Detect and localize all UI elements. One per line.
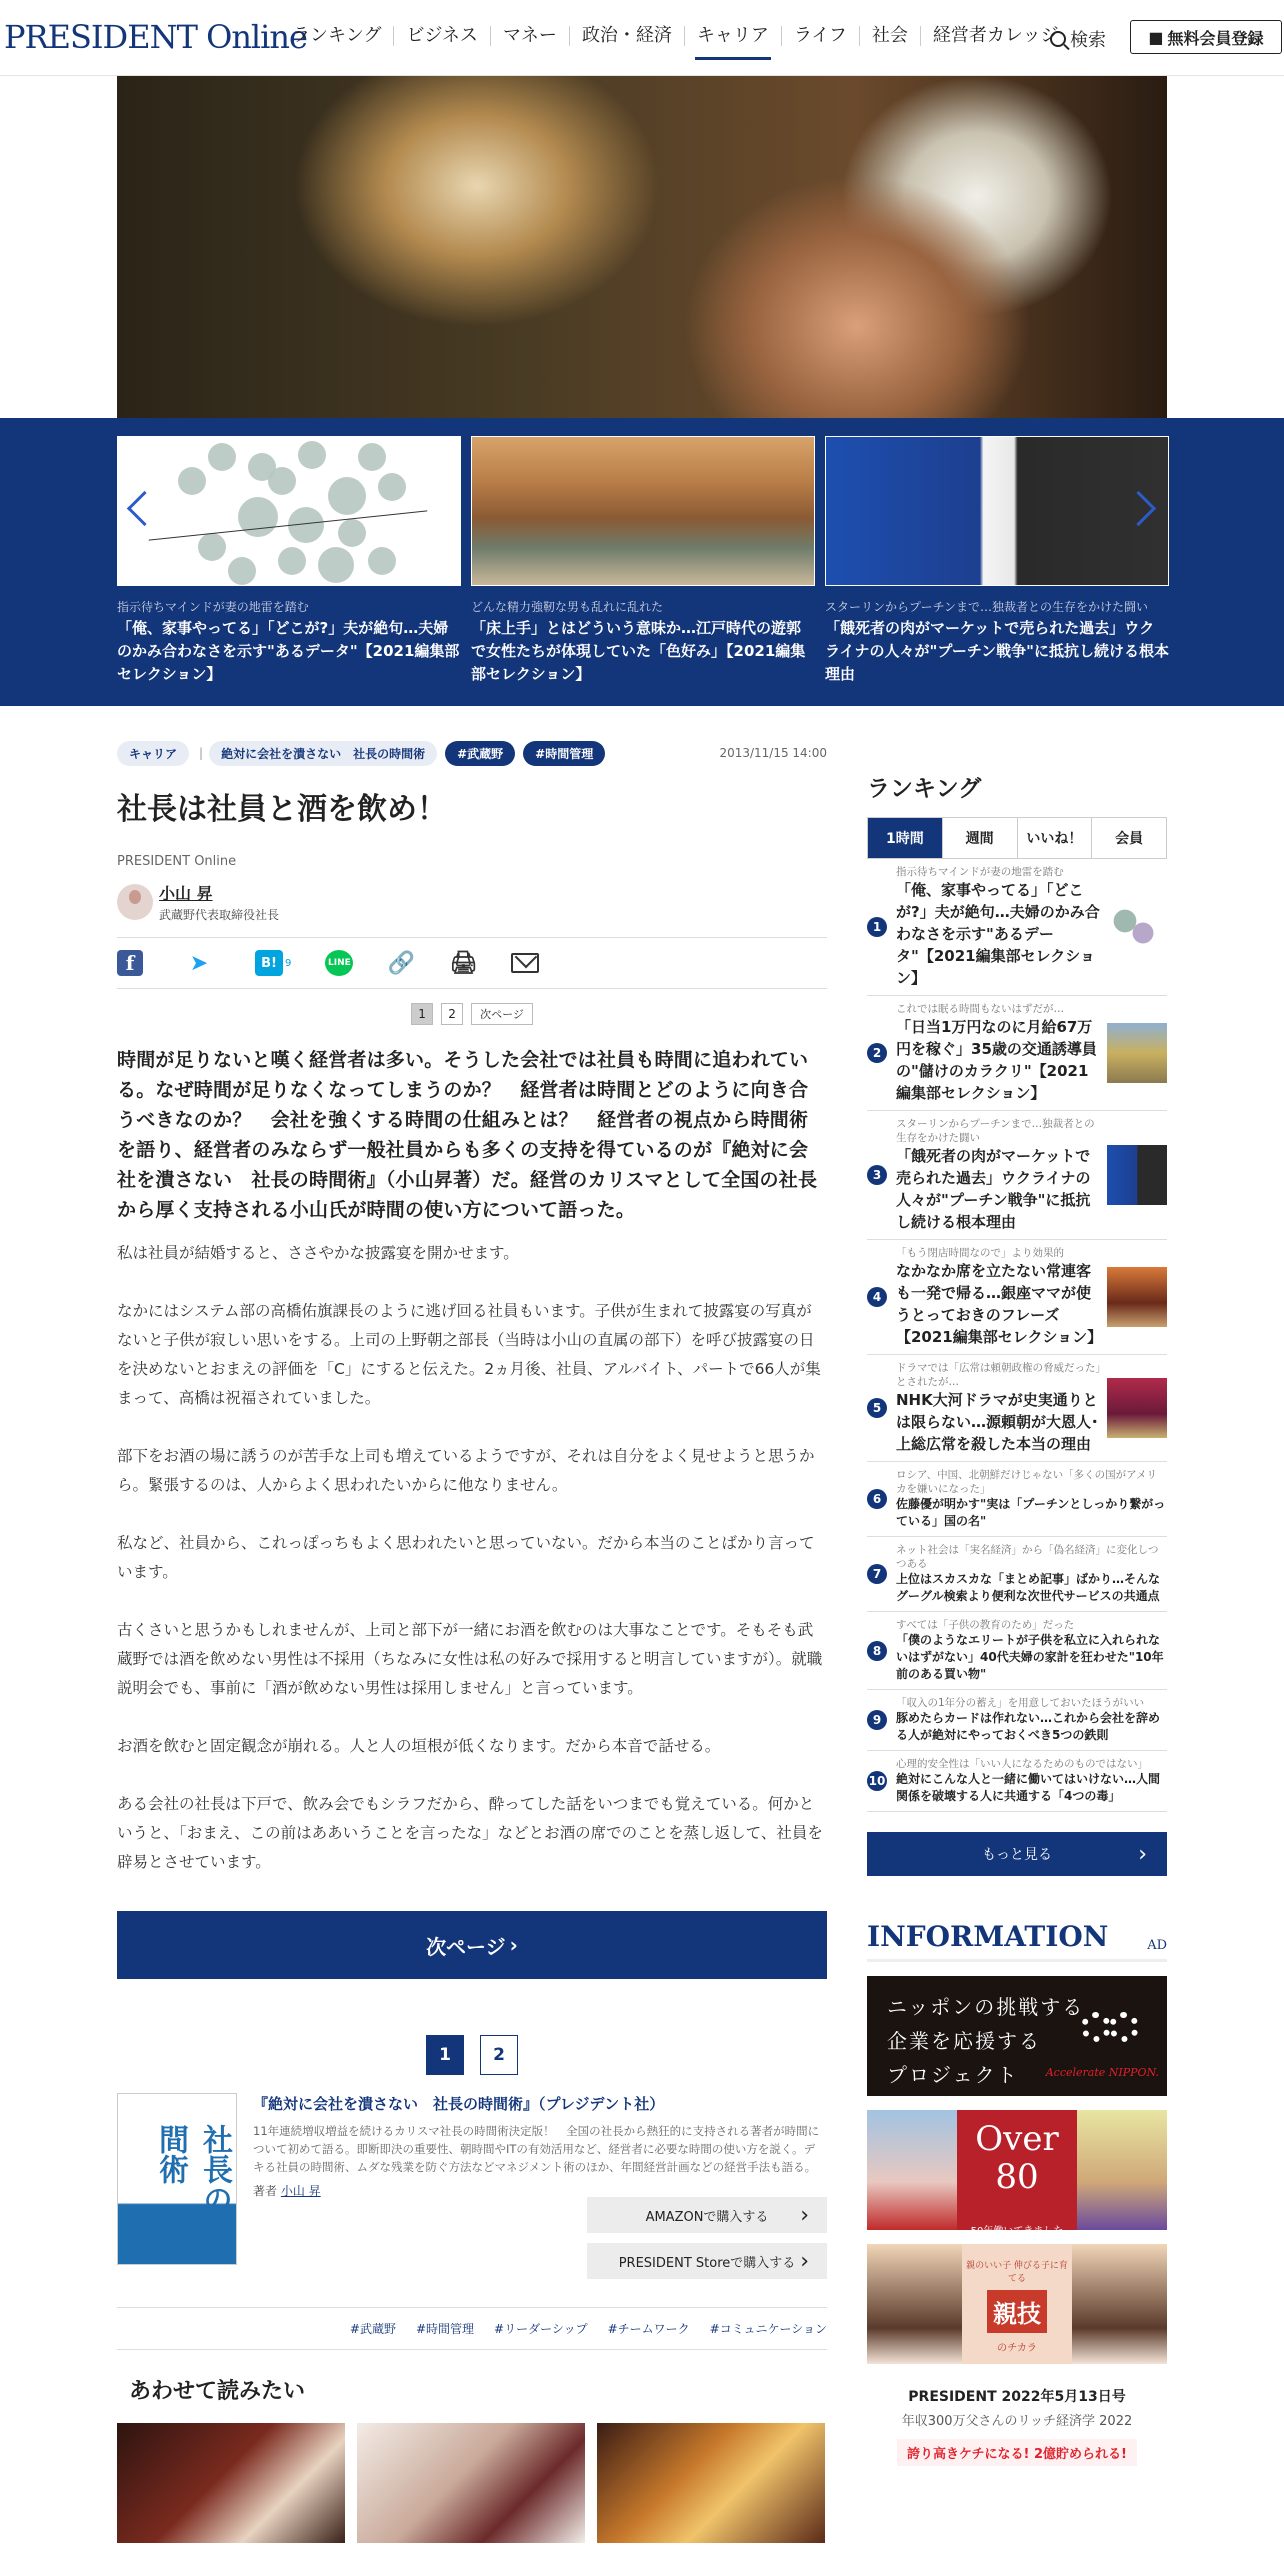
- twitter-icon[interactable]: ➤: [189, 950, 209, 976]
- related-articles: [117, 2423, 827, 2543]
- ranking-title: ランキング: [867, 776, 982, 802]
- hashtag-link[interactable]: #リーダーシップ: [494, 2322, 588, 2336]
- related-title: あわせて読みたい: [129, 2379, 306, 2404]
- tab-likes[interactable]: いいね！: [1018, 818, 1093, 858]
- ranking-item[interactable]: [867, 1240, 1167, 1355]
- author-role: 武蔵野代表取締役社長: [159, 908, 280, 922]
- slide-kicker: スターリンからプーチンまで…独裁者との生存をかけた闘い: [825, 600, 1149, 614]
- rank-title: 佐藤優が明かす"実は「プーチンとしっかり繋がっている」国の名": [896, 1497, 1166, 1528]
- ranking-item[interactable]: [867, 1355, 1167, 1462]
- banner-over-80[interactable]: Over 80 50年働いてきました: [867, 2110, 1167, 2230]
- rank-kicker: スターリンからプーチンまで…独裁者との生存をかけた闘い: [896, 1118, 1095, 1144]
- slide-title: 「餓死者の肉がマーケットで売られた過去」ウクライナの人々が"プーチン戦争"に抵抗し続ける根本理由: [825, 619, 1169, 683]
- ad-label: AD: [1147, 1938, 1167, 1953]
- carousel-slide[interactable]: [471, 436, 815, 686]
- book-author-link[interactable]: 小山 昇: [280, 2184, 321, 2198]
- rank-title: 「日当1万円なのに月給67万円を稼ぐ」35歳の交通誘導員の"儲けのカラクリ"【2021編集部セレクション】: [896, 1018, 1097, 1102]
- site-logo[interactable]: PRESIDENT Online: [4, 18, 307, 56]
- rank-number: 9: [867, 1710, 887, 1730]
- article-headline: 社長は社員と酒を飲め！: [117, 792, 447, 827]
- pager-top: [117, 1003, 827, 1025]
- hashtag-pill[interactable]: #武蔵野: [445, 741, 515, 766]
- book-title[interactable]: 『絶対に会社を潰さない 社長の時間術』（プレジデント社）: [253, 2095, 665, 2113]
- nav-society[interactable]: 社会: [860, 26, 921, 46]
- series-tag[interactable]: 絶対に会社を潰さない 社長の時間術: [209, 741, 437, 766]
- book-cover[interactable]: 社長の時間術: [117, 2093, 237, 2265]
- ranking-item[interactable]: [867, 1111, 1167, 1240]
- rank-kicker: すべては「子供の教育のため」だった: [896, 1619, 1075, 1631]
- tab-members[interactable]: 会員: [1115, 831, 1144, 847]
- nav-business[interactable]: ビジネス: [394, 26, 490, 46]
- featured-carousel: [0, 418, 1284, 706]
- next-page-link[interactable]: 次ページ: [471, 1003, 533, 1025]
- carousel-slide[interactable]: [825, 436, 1169, 686]
- slide-title: 「床上手」とはどういう意味か…江戸時代の遊郭で女性たちが体現していた「色好み」【2021編集部セレクション】: [471, 619, 806, 683]
- rank-number: 3: [867, 1165, 887, 1185]
- page-2-link[interactable]: 2: [441, 1003, 463, 1025]
- ranking-item[interactable]: [867, 1537, 1167, 1612]
- slide-thumbnail: [117, 436, 461, 586]
- rank-title: NHK大河ドラマが史実通りとは限らない…源頼朝が大恩人･上総広常を殺した本当の理由: [896, 1391, 1099, 1453]
- author-avatar[interactable]: [117, 884, 153, 920]
- search-label: 検索: [1070, 30, 1106, 51]
- book-description: 11年連続増収増益を続けるカリスマ社長の時間術決定版！ 全国の社長から熱狂的に支持される著者が時間について初めて語る。即断即決の重要性、朝時間やITの有効活用など、経営者に必要な時間の使い方を説く。デキる社員の時間術、ムダな残業を防ぐ方法などマネジメント術のほか、年間経営計画などの経営手法も語る。: [253, 2124, 820, 2174]
- hatena-count: 9: [285, 957, 292, 969]
- hashtag-link[interactable]: #チームワーク: [607, 2322, 690, 2336]
- more-ranking-button[interactable]: もっと見る ›: [867, 1832, 1167, 1876]
- article-source: PRESIDENT Online: [117, 854, 237, 869]
- page-2-button[interactable]: 2: [480, 2035, 518, 2075]
- slide-kicker: どんな精力強靭な男も乱れに乱れた: [471, 600, 664, 614]
- gears-icon: [1081, 2012, 1141, 2046]
- rank-kicker: 指示待ちマインドが妻の地雷を踏む: [896, 866, 1064, 878]
- carousel-prev-icon[interactable]: [124, 488, 148, 530]
- article-paragraph: なかにはシステム部の高橋佑旗課長のように逃げ回る社員もいます。子供が生まれて披露宴の写真がないと子供が寂しい思いをする。上司の上野朝之部長（当時は小山の直属の部下）を呼び披露宴の日を決めないとおまえの評価を「C」にすると伝えた。2ヵ月後、社員、アルバイト、パートで66人が集まって、高橋は祝福されていました。: [117, 1302, 821, 1407]
- carousel-next-icon[interactable]: [1130, 488, 1154, 530]
- next-page-button[interactable]: 次ページ ›: [117, 1911, 827, 1979]
- author-name[interactable]: 小山 昇: [159, 884, 213, 903]
- banner-accelerate-nippon[interactable]: ニッポンの挑戦する 企業を応援する プロジェクト Accelerate NIPPON.: [867, 1976, 1167, 2096]
- rank-kicker: ネット社会は「実名経済」から「偽名経済」に変化しつつある: [896, 1544, 1159, 1570]
- rank-thumbnail: [1107, 1023, 1167, 1083]
- slide-thumbnail: [471, 436, 815, 586]
- rank-thumbnail: [1107, 897, 1167, 957]
- rank-kicker: 「もう閉店時間なので」より効果的: [896, 1247, 1064, 1259]
- main-nav: [280, 26, 1071, 46]
- link-icon[interactable]: 🔗: [387, 950, 416, 976]
- rank-kicker: ドラマでは「広常は頼朝政権の脅威だった」とされたが…: [896, 1362, 1101, 1388]
- site-header: [0, 0, 1284, 76]
- rank-number: 10: [867, 1771, 887, 1791]
- rank-title: 「餓死者の肉がマーケットで売られた過去」ウクライナの人々が"プーチン戦争"に抵抗し続ける根本理由: [896, 1147, 1091, 1231]
- hashtag-link[interactable]: #時間管理: [415, 2322, 475, 2336]
- book-author: 著者 小山 昇: [253, 2184, 321, 2198]
- rank-number: 1: [867, 917, 887, 937]
- rank-number: 2: [867, 1043, 887, 1063]
- search-icon: [1050, 31, 1066, 47]
- hashtag-link[interactable]: #コミュニケーション: [709, 2322, 827, 2336]
- mail-icon[interactable]: [511, 953, 539, 973]
- related-article-thumb[interactable]: [117, 2423, 345, 2543]
- rank-kicker: 心理的安全性は「いい人になるためのものではない」: [896, 1758, 1148, 1770]
- magazine-promo[interactable]: [867, 2386, 1167, 2466]
- ranking-item[interactable]: [867, 1690, 1167, 1751]
- related-article-thumb[interactable]: [597, 2423, 825, 2543]
- user-icon: ■: [1148, 27, 1164, 47]
- page-1-link[interactable]: 1: [411, 1003, 433, 1025]
- article-paragraph: ある会社の社長は下戸で、飲み会でもシラフだから、酔ってした話をいつまでも覚えている。何かというと、「おまえ、この前はああいうことを言ったな」などとお酒の席でのことを蒸し返して、社員を辟易とさせています。: [117, 1795, 823, 1871]
- rank-thumbnail: [1107, 1145, 1167, 1205]
- article-paragraph: 私など、社員から、これっぽっちもよく思われたいと思っていない。だから本当のことばかり言っています。: [117, 1534, 815, 1581]
- nav-life[interactable]: ライフ: [782, 26, 860, 46]
- carousel-slide[interactable]: [117, 436, 461, 686]
- banner-oyawaza[interactable]: 親のいい子 伸びる子に育てる 親技 のチカラ: [867, 2244, 1167, 2364]
- article: [117, 740, 827, 2543]
- pager-bottom: [117, 2035, 827, 2075]
- ranking-tabs: [867, 817, 1167, 859]
- ranking-item[interactable]: [867, 859, 1167, 996]
- article-paragraph: お酒を飲むと固定観念が崩れる。人と人の垣根が低くなります。だから本音で話せる。: [117, 1737, 721, 1755]
- facebook-icon[interactable]: f: [117, 950, 143, 976]
- page-1-button[interactable]: 1: [426, 2035, 464, 2075]
- rank-kicker: 「収入の1年分の蓄え」を用意しておいたほうがいい: [896, 1697, 1145, 1709]
- article-tags: キャリア | 絶対に会社を潰さない 社長の時間術 #武蔵野 #時間管理 2013/11/15 14:00: [117, 740, 827, 766]
- ranking-item[interactable]: [867, 996, 1167, 1111]
- article-paragraph: 私は社員が結婚すると、ささやかな披露宴を開かせます。: [117, 1244, 519, 1262]
- article-paragraph: 古くさいと思うかもしれませんが、上司と部下が一緒にお酒を飲むのは大事なことです。そもそも武蔵野では酒を飲めない男性は不採用（ちなみに女性は私の好みで採用すると明言していますが）。就職説明会でも、事前に「酒が飲めない男性は採用しません」と言っています。: [117, 1621, 823, 1697]
- magazine-subtitle: 年収300万父さんのリッチ経済学 2022: [901, 2414, 1133, 2429]
- tab-1-hour[interactable]: 1時間: [868, 818, 943, 858]
- rank-title: 「俺、家事やってる」「どこが?」夫が絶句…夫婦のかみ合わなさを示す"あるデータ"【2021編集部セレクション】: [896, 881, 1100, 987]
- hatena-bookmark-icon[interactable]: B!: [255, 950, 283, 976]
- magazine-tagline: 誇り高きケチになる! 2億貯められる!: [897, 2439, 1137, 2466]
- hashtag-pill[interactable]: #時間管理: [523, 741, 605, 766]
- rank-thumbnail: [1107, 1378, 1167, 1438]
- category-tag[interactable]: キャリア: [117, 741, 189, 766]
- rank-title: 絶対にこんな人と一緒に働いてはいけない…人間関係を破壊する人に共通する「4つの毒」: [896, 1772, 1161, 1803]
- slide-title: 「俺、家事やってる」「どこが?」夫が絶句…夫婦のかみ合わなさを示す"あるデータ"【2021編集部セレクション】: [117, 619, 460, 683]
- book-promo: [117, 2093, 827, 2283]
- article-paragraph: 部下をお酒の場に誘うのが苦手な上司も増えているようですが、それは自分をよく見せようと思うから。緊張するのは、人からよく思われたいからに他なりません。: [117, 1447, 815, 1494]
- information-title: INFORMATION: [867, 1920, 1109, 1953]
- slide-thumbnail: [825, 436, 1169, 586]
- rank-kicker: ロシア、中国、北朝鮮だけじゃない「多くの国がアメリカを嫌いになった」: [896, 1469, 1158, 1495]
- nav-executive-college[interactable]: 経営者カレッジ: [932, 25, 1059, 46]
- register-button[interactable]: [1130, 20, 1282, 54]
- hashtag-link[interactable]: #武蔵野: [349, 2322, 396, 2336]
- hashtag-row: [117, 2307, 827, 2350]
- rank-number: 5: [867, 1398, 887, 1418]
- ranking-item[interactable]: [867, 1612, 1167, 1690]
- slide-kicker: 指示待ちマインドが妻の地雷を踏む: [117, 600, 309, 614]
- author-block: [117, 881, 827, 923]
- ranking-item[interactable]: [867, 1751, 1167, 1812]
- rank-title: なかなか席を立たない常連客も一発で帰る…銀座ママが使うとっておきのフレーズ【2021編集部セレクション】: [896, 1262, 1103, 1346]
- rank-number: 4: [867, 1287, 887, 1307]
- nav-politics-economy[interactable]: 政治・経済: [570, 26, 685, 46]
- rank-thumbnail: [1107, 1267, 1167, 1327]
- rank-title: 豚めたらカードは作れない…これから会社を辞める人が絶対にやっておくべき5つの鉄則: [896, 1711, 1161, 1742]
- hero-image: [117, 76, 1167, 418]
- article-lead: 時間が足りないと嘆く経営者は多い。そうした会社では社員も時間に追われている。なぜ時間が足りなくなってしまうのか？ 経営者は時間とどのように向き合うべきなのか？ 会社を強くする時間の仕組みとは？ 経営者の視点から時間術を語り、経営者のみならず一般社員からも多くの支持を得ているのが『絶対に会社を潰さない 社長の時間術』（小山昇著）だ。経営のカリスマとして全国の社長から厚く支持される小山氏が時間の使い方について語った。: [117, 1049, 818, 1221]
- rank-number: 7: [867, 1564, 887, 1584]
- nav-money[interactable]: マネー: [491, 26, 570, 46]
- related-article-thumb[interactable]: [357, 2423, 585, 2543]
- nav-ranking[interactable]: ランキング: [280, 26, 394, 46]
- rank-title: 上位はスカスカな「まとめ記事」ばかり…そんなグーグル検索より便利な次世代サービスの共通点: [896, 1572, 1161, 1603]
- line-icon[interactable]: LINE: [325, 950, 353, 976]
- register-label: 無料会員登録: [1167, 28, 1264, 48]
- buy-amazon-button[interactable]: AMAZONで購入する ›: [587, 2197, 827, 2233]
- search-button[interactable]: [1050, 26, 1106, 52]
- share-bar: [117, 937, 827, 989]
- nav-career[interactable]: キャリア: [685, 26, 782, 46]
- rank-title: 「僕のようなエリートが子供を私立に入れられないはずがない」40代夫婦の家計を狂わせた"10年前のある買い物": [896, 1633, 1164, 1681]
- magazine-title: PRESIDENT 2022年5月13日号: [908, 2389, 1126, 2405]
- buy-store-button[interactable]: PRESIDENT Storeで購入する ›: [587, 2243, 827, 2279]
- publish-date: 2013/11/15 14:00: [719, 746, 827, 760]
- ranking-item[interactable]: [867, 1462, 1167, 1537]
- rank-number: 8: [867, 1641, 887, 1661]
- print-icon[interactable]: 🖨: [449, 950, 478, 976]
- information-header: [867, 1920, 1167, 1962]
- sidebar: [867, 770, 1167, 2466]
- rank-kicker: これでは眠る時間もないはずだが…: [896, 1003, 1064, 1015]
- tab-weekly[interactable]: 週間: [943, 818, 1018, 858]
- rank-number: 6: [867, 1489, 887, 1509]
